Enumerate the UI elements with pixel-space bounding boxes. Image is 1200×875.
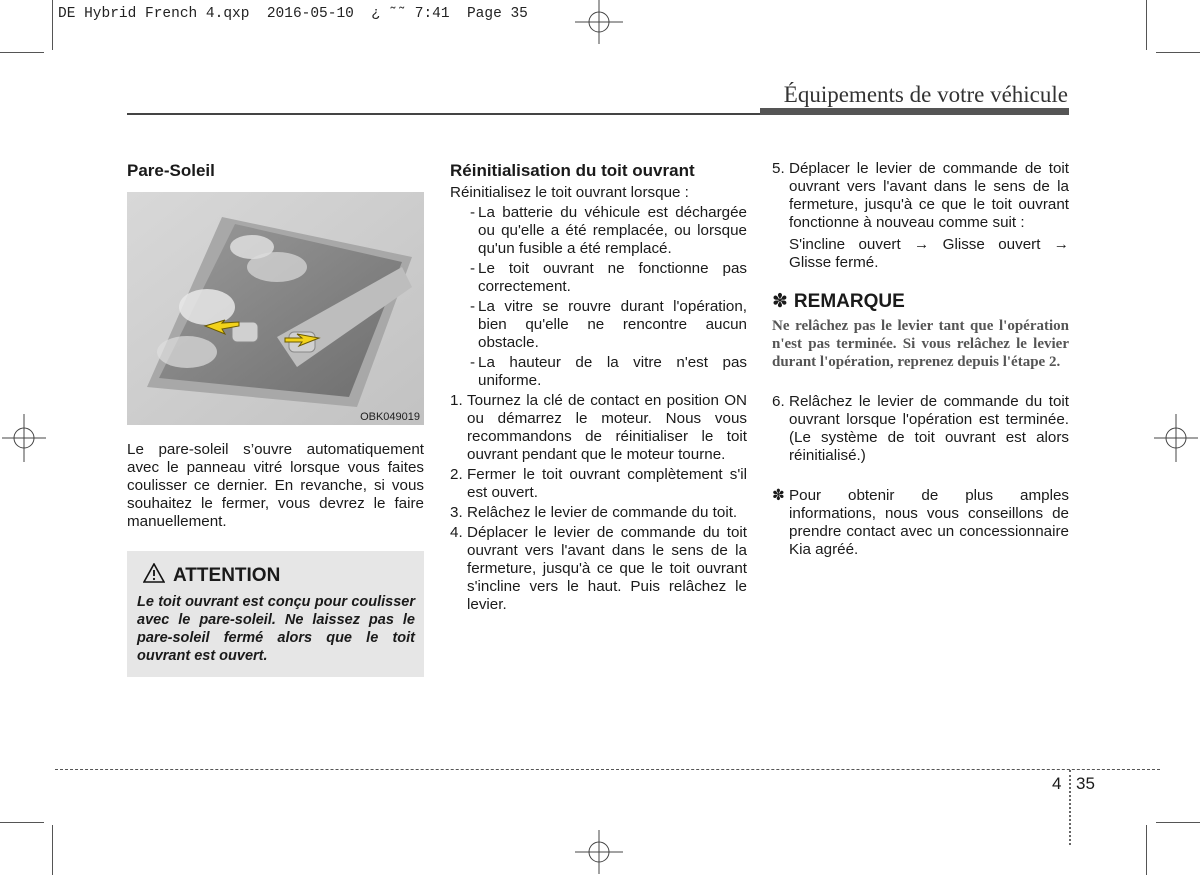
print-slug: DE Hybrid French 4.qxp 2016-05-10 ¿ ˜˜ 7:41 Page 35 <box>58 6 528 22</box>
note-title: REMARQUE <box>793 290 905 312</box>
info-tip <box>772 487 1069 559</box>
list-item: 2. Fermer le toit ouvrant complètement s'il est ouvert. <box>450 466 747 501</box>
header-rule-thick <box>760 108 1069 115</box>
attention-body: Le toit ouvrant est conçu pour coulisser avec le pare-soleil. Ne laissez pas le pare-soleil fermé alors que le toit ouvrant est ouvert. <box>137 594 415 664</box>
registration-mark-left <box>2 414 46 462</box>
list-item: - La hauteur de la vitre n'est pas uniforme. <box>469 354 747 389</box>
registration-mark-top <box>575 0 623 44</box>
column-3 <box>772 160 1069 559</box>
column-2 <box>450 160 747 616</box>
note-heading <box>772 290 1069 313</box>
warning-triangle-icon <box>143 563 165 589</box>
section-heading-sunshade: Pare-Soleil <box>127 161 215 180</box>
list-item: - La batterie du véhicule est déchargée ou qu'elle a été remplacée, ou lorsque qu'un fusible a été remplacé. <box>469 204 747 257</box>
chapter-number: 4 <box>1052 774 1062 793</box>
list-item: 4. Déplacer le levier de commande du toit ouvrant vers l'avant dans le sens de la fermeture, jusqu'à ce que le toit ouvrant s'incline vers le haut. Puis relâchez le levier. <box>450 524 747 613</box>
list-item: 6. Relâchez le levier de commande du toit ouvrant lorsque l'opération est terminée. (Le système de toit ouvrant est alors réinitialisé.) <box>772 393 1069 464</box>
list-item: 3. Relâchez le levier de commande du toit. <box>450 504 738 521</box>
reset-steps-continued <box>772 160 1069 232</box>
attention-box <box>127 551 424 677</box>
reset-conditions-list <box>450 204 747 390</box>
info-tip-text: Pour obtenir de plus amples informations, nous vous conseillons de prendre contact avec un concessionnaire Kia agréé. <box>789 487 1069 558</box>
list-item: - La vitre se rouvre durant l'opération, bien qu'elle ne rencontre aucun obstacle. <box>469 298 747 351</box>
movement-sequence: S'incline ouvert → Glisse ouvert → Glisse fermé. <box>789 236 1069 271</box>
asterisk-icon: ✽ <box>772 487 785 504</box>
footer-divider <box>1069 770 1071 845</box>
sunroof-photo <box>127 192 424 425</box>
column-1 <box>127 160 424 677</box>
attention-title: ATTENTION <box>173 565 281 586</box>
list-item: 1. Tournez la clé de contact en position ON ou démarrez le moteur. Nous vous recommandons de réinitialiser le toit ouvrant pendant que le moteur tourne. <box>450 392 747 463</box>
reset-steps-list <box>450 392 747 614</box>
reset-intro: Réinitialisez le toit ouvrant lorsque : <box>450 184 689 201</box>
footer-rule <box>55 769 1160 770</box>
registration-mark-right <box>1154 414 1198 462</box>
sunshade-description: Le pare-soleil s’ouvre automatiquement avec le panneau vitré lorsque vous faites coulisser ce dernier. En revanche, si vous souhaitez le fermer, vous devrez le faire manuellement. <box>127 441 424 530</box>
note-body: Ne relâchez pas le levier tant que l'opération n'est pas terminée. Si vous relâchez le levier durant l'opération, reprenez depuis l'étape 2. <box>772 318 1069 370</box>
header-rule <box>127 113 760 115</box>
chapter-title: Équipements de votre véhicule <box>783 82 1068 107</box>
list-item: 5. Déplacer le levier de commande de toit ouvrant vers l'avant dans le sens de la fermeture, jusqu'à ce que le toit ouvrant fonctionne à nouveau comme suit : <box>772 160 1069 231</box>
list-item: - Le toit ouvrant ne fonctionne pas correctement. <box>469 260 747 295</box>
section-heading-reset: Réinitialisation du toit ouvrant <box>450 161 695 180</box>
registration-mark-bottom <box>575 830 623 874</box>
page-number: 35 <box>1076 774 1095 793</box>
asterisk-icon: ✽ <box>772 291 788 312</box>
photo-reference-code: OBK049019 <box>360 411 420 423</box>
reset-steps-final <box>772 393 1069 465</box>
